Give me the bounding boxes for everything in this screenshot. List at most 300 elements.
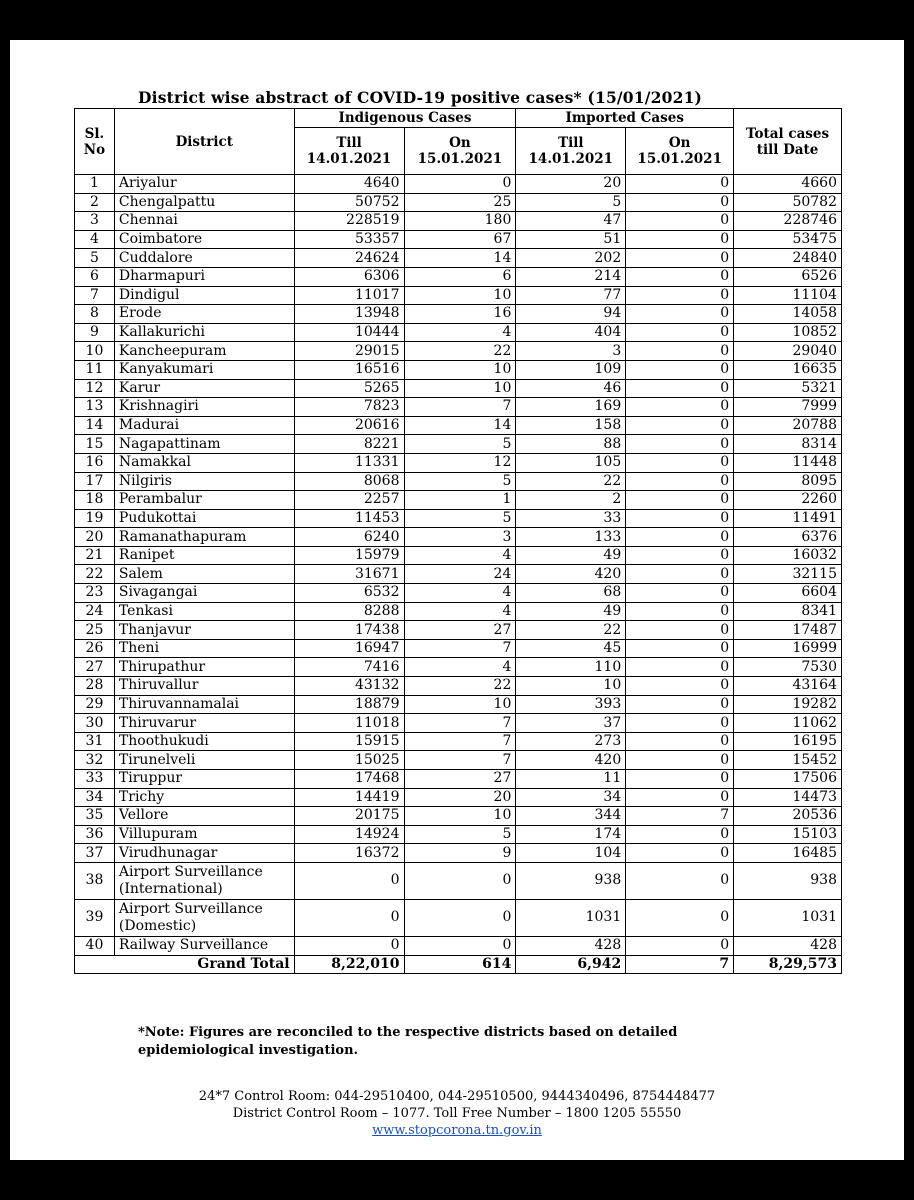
table-row (75, 286, 842, 305)
row-district: Krishnagiri (114, 398, 294, 417)
header-sl-no: Sl. No (75, 109, 115, 175)
row-indigenous-till: 14419 (294, 788, 404, 807)
row-indigenous-on: 22 (404, 677, 516, 696)
row-indigenous-till: 50752 (294, 193, 404, 212)
table-row (75, 862, 842, 899)
row-indigenous-on: 22 (404, 342, 516, 361)
table-row (75, 379, 842, 398)
row-total: 1031 (734, 899, 842, 936)
row-indigenous-till: 8068 (294, 472, 404, 491)
row-indigenous-till: 4640 (294, 175, 404, 194)
row-indigenous-on: 27 (404, 621, 516, 640)
row-total: 8341 (734, 602, 842, 621)
row-imported-on: 0 (626, 175, 734, 194)
row-imported-on: 0 (626, 788, 734, 807)
row-indigenous-till: 13948 (294, 305, 404, 324)
row-sl-no: 27 (75, 658, 115, 677)
row-imported-till: 51 (516, 230, 626, 249)
row-district: Thiruvannamalai (114, 695, 294, 714)
table-row (75, 267, 842, 286)
table-row (75, 435, 842, 454)
row-indigenous-till: 8221 (294, 435, 404, 454)
row-imported-on: 0 (626, 286, 734, 305)
row-imported-till: 214 (516, 267, 626, 286)
row-imported-on: 0 (626, 621, 734, 640)
table-row (75, 230, 842, 249)
row-indigenous-till: 228519 (294, 212, 404, 231)
row-indigenous-till: 16516 (294, 360, 404, 379)
row-sl-no: 4 (75, 230, 115, 249)
row-total: 19282 (734, 695, 842, 714)
row-district: Madurai (114, 416, 294, 435)
row-imported-till: 393 (516, 695, 626, 714)
row-indigenous-till: 24624 (294, 249, 404, 268)
row-sl-no: 1 (75, 175, 115, 194)
row-total: 24840 (734, 249, 842, 268)
header-imported-on: On 15.01.2021 (626, 128, 734, 175)
table-row (75, 788, 842, 807)
row-indigenous-on: 4 (404, 584, 516, 603)
row-sl-no: 36 (75, 825, 115, 844)
row-district: Nilgiris (114, 472, 294, 491)
row-imported-on: 0 (626, 453, 734, 472)
row-indigenous-till: 29015 (294, 342, 404, 361)
table-row (75, 621, 842, 640)
table-row (75, 305, 842, 324)
row-sl-no: 18 (75, 491, 115, 510)
row-imported-till: 22 (516, 621, 626, 640)
row-indigenous-till: 53357 (294, 230, 404, 249)
row-imported-till: 109 (516, 360, 626, 379)
row-indigenous-on: 5 (404, 509, 516, 528)
table-row (75, 509, 842, 528)
table-row (75, 732, 842, 751)
row-district: Tirunelveli (114, 751, 294, 770)
row-sl-no: 15 (75, 435, 115, 454)
row-imported-on: 0 (626, 360, 734, 379)
row-indigenous-on: 7 (404, 398, 516, 417)
row-imported-till: 88 (516, 435, 626, 454)
row-indigenous-till: 0 (294, 862, 404, 899)
row-district: Theni (114, 639, 294, 658)
grand-total-indigenous-till: 8,22,010 (294, 955, 404, 974)
row-indigenous-till: 0 (294, 899, 404, 936)
row-indigenous-till: 10444 (294, 323, 404, 342)
row-imported-till: 1031 (516, 899, 626, 936)
row-imported-on: 0 (626, 732, 734, 751)
row-indigenous-till: 20616 (294, 416, 404, 435)
grand-total-row (75, 955, 842, 974)
row-total: 43164 (734, 677, 842, 696)
table-row (75, 453, 842, 472)
row-sl-no: 2 (75, 193, 115, 212)
row-imported-till: 22 (516, 472, 626, 491)
table-row (75, 491, 842, 510)
grand-total-imported-till: 6,942 (516, 955, 626, 974)
row-sl-no: 8 (75, 305, 115, 324)
row-district: Kallakurichi (114, 323, 294, 342)
row-total: 6526 (734, 267, 842, 286)
row-total: 15103 (734, 825, 842, 844)
row-total: 6604 (734, 584, 842, 603)
row-imported-on: 0 (626, 509, 734, 528)
row-imported-till: 49 (516, 602, 626, 621)
table-row (75, 825, 842, 844)
row-total: 20788 (734, 416, 842, 435)
row-sl-no: 17 (75, 472, 115, 491)
row-imported-till: 104 (516, 844, 626, 863)
row-imported-till: 47 (516, 212, 626, 231)
row-district: Chengalpattu (114, 193, 294, 212)
grand-total-total: 8,29,573 (734, 955, 842, 974)
row-indigenous-on: 16 (404, 305, 516, 324)
row-sl-no: 16 (75, 453, 115, 472)
row-district: Nagapattinam (114, 435, 294, 454)
row-total: 4660 (734, 175, 842, 194)
table-row (75, 212, 842, 231)
row-imported-on: 0 (626, 491, 734, 510)
row-indigenous-till: 8288 (294, 602, 404, 621)
row-sl-no: 9 (75, 323, 115, 342)
row-indigenous-on: 4 (404, 602, 516, 621)
row-imported-on: 0 (626, 899, 734, 936)
row-indigenous-till: 5265 (294, 379, 404, 398)
row-total: 2260 (734, 491, 842, 510)
row-indigenous-on: 0 (404, 899, 516, 936)
row-indigenous-till: 6306 (294, 267, 404, 286)
header-indigenous: Indigenous Cases (294, 109, 516, 128)
table-body (75, 175, 842, 974)
row-imported-on: 0 (626, 435, 734, 454)
row-district: Salem (114, 565, 294, 584)
row-total: 20536 (734, 807, 842, 826)
row-sl-no: 30 (75, 714, 115, 733)
row-imported-till: 420 (516, 565, 626, 584)
row-imported-on: 0 (626, 230, 734, 249)
row-imported-on: 0 (626, 193, 734, 212)
row-district: Virudhunagar (114, 844, 294, 863)
row-sl-no: 33 (75, 770, 115, 789)
row-district: Dharmapuri (114, 267, 294, 286)
row-district: Villupuram (114, 825, 294, 844)
row-total: 14473 (734, 788, 842, 807)
row-imported-on: 0 (626, 825, 734, 844)
row-imported-till: 68 (516, 584, 626, 603)
row-total: 11104 (734, 286, 842, 305)
row-imported-till: 2 (516, 491, 626, 510)
row-indigenous-till: 0 (294, 936, 404, 955)
row-indigenous-till: 11453 (294, 509, 404, 528)
row-district: Thiruvallur (114, 677, 294, 696)
row-total: 16635 (734, 360, 842, 379)
row-indigenous-on: 10 (404, 379, 516, 398)
row-sl-no: 20 (75, 528, 115, 547)
row-district: Airport Surveillance (Domestic) (114, 899, 294, 936)
row-sl-no: 5 (75, 249, 115, 268)
row-sl-no: 28 (75, 677, 115, 696)
header-imported: Imported Cases (516, 109, 734, 128)
row-total: 16032 (734, 546, 842, 565)
row-total: 8314 (734, 435, 842, 454)
row-indigenous-till: 11331 (294, 453, 404, 472)
row-indigenous-till: 31671 (294, 565, 404, 584)
row-imported-on: 0 (626, 323, 734, 342)
row-indigenous-till: 7823 (294, 398, 404, 417)
row-total: 29040 (734, 342, 842, 361)
row-district: Dindigul (114, 286, 294, 305)
row-district: Kanyakumari (114, 360, 294, 379)
row-district: Thanjavur (114, 621, 294, 640)
row-imported-on: 0 (626, 416, 734, 435)
row-imported-till: 428 (516, 936, 626, 955)
row-sl-no: 26 (75, 639, 115, 658)
row-total: 228746 (734, 212, 842, 231)
control-room-numbers: 24*7 Control Room: 044-29510400, 044-29510500, 9444340496, 8754448477 (198, 1089, 716, 1104)
row-imported-till: 105 (516, 453, 626, 472)
row-imported-on: 0 (626, 342, 734, 361)
row-indigenous-till: 15915 (294, 732, 404, 751)
row-indigenous-till: 43132 (294, 677, 404, 696)
table-row (75, 695, 842, 714)
row-indigenous-on: 27 (404, 770, 516, 789)
row-sl-no: 19 (75, 509, 115, 528)
row-sl-no: 25 (75, 621, 115, 640)
row-imported-on: 0 (626, 862, 734, 899)
row-indigenous-till: 7416 (294, 658, 404, 677)
row-total: 6376 (734, 528, 842, 547)
row-district: Namakkal (114, 453, 294, 472)
row-imported-on: 0 (626, 584, 734, 603)
table-row (75, 175, 842, 194)
row-imported-on: 0 (626, 212, 734, 231)
row-imported-on: 0 (626, 546, 734, 565)
table-row (75, 677, 842, 696)
row-district: Tiruppur (114, 770, 294, 789)
row-imported-till: 174 (516, 825, 626, 844)
row-total: 7999 (734, 398, 842, 417)
footnote: *Note: Figures are reconciled to the respective districts based on detailed epidemiological investigation. (138, 1025, 678, 1058)
row-sl-no: 38 (75, 862, 115, 899)
row-indigenous-on: 7 (404, 714, 516, 733)
table-row (75, 899, 842, 936)
row-indigenous-till: 16372 (294, 844, 404, 863)
row-indigenous-on: 4 (404, 323, 516, 342)
row-sl-no: 11 (75, 360, 115, 379)
row-imported-till: 20 (516, 175, 626, 194)
row-indigenous-on: 5 (404, 435, 516, 454)
row-indigenous-till: 15025 (294, 751, 404, 770)
row-district: Kancheepuram (114, 342, 294, 361)
row-indigenous-till: 11017 (294, 286, 404, 305)
row-indigenous-till: 20175 (294, 807, 404, 826)
row-total: 32115 (734, 565, 842, 584)
row-imported-on: 0 (626, 472, 734, 491)
row-district: Ramanathapuram (114, 528, 294, 547)
district-control-room: District Control Room – 1077. Toll Free Number – 1800 1205 55550 (232, 1106, 682, 1121)
row-total: 16195 (734, 732, 842, 751)
row-district: Pudukottai (114, 509, 294, 528)
table-row (75, 807, 842, 826)
grand-total-label: Grand Total (75, 955, 295, 974)
grand-total-indigenous-on: 614 (404, 955, 516, 974)
row-district: Chennai (114, 212, 294, 231)
row-imported-till: 169 (516, 398, 626, 417)
row-district: Railway Surveillance (114, 936, 294, 955)
row-imported-on: 0 (626, 844, 734, 863)
row-imported-till: 5 (516, 193, 626, 212)
row-indigenous-on: 4 (404, 546, 516, 565)
row-indigenous-on: 180 (404, 212, 516, 231)
row-indigenous-on: 10 (404, 286, 516, 305)
footer (10, 1088, 904, 1139)
row-total: 428 (734, 936, 842, 955)
row-imported-on: 0 (626, 751, 734, 770)
row-imported-till: 110 (516, 658, 626, 677)
table-row (75, 546, 842, 565)
row-total: 11448 (734, 453, 842, 472)
row-total: 938 (734, 862, 842, 899)
row-indigenous-on: 5 (404, 472, 516, 491)
row-indigenous-on: 3 (404, 528, 516, 547)
row-sl-no: 14 (75, 416, 115, 435)
row-indigenous-till: 11018 (294, 714, 404, 733)
row-indigenous-on: 0 (404, 862, 516, 899)
row-total: 11491 (734, 509, 842, 528)
row-district: Thoothukudi (114, 732, 294, 751)
table-row (75, 528, 842, 547)
table-row (75, 844, 842, 863)
row-imported-till: 46 (516, 379, 626, 398)
row-imported-till: 10 (516, 677, 626, 696)
grand-total-imported-on: 7 (626, 955, 734, 974)
website-link[interactable]: www.stopcorona.tn.gov.in (372, 1123, 542, 1138)
row-sl-no: 6 (75, 267, 115, 286)
row-district: Trichy (114, 788, 294, 807)
table-row (75, 751, 842, 770)
table-row (75, 360, 842, 379)
row-imported-on: 0 (626, 267, 734, 286)
row-sl-no: 35 (75, 807, 115, 826)
row-imported-on: 0 (626, 602, 734, 621)
header-district: District (114, 109, 294, 175)
row-district: Ranipet (114, 546, 294, 565)
row-indigenous-till: 17438 (294, 621, 404, 640)
row-total: 11062 (734, 714, 842, 733)
row-district: Airport Surveillance (International) (114, 862, 294, 899)
row-indigenous-on: 0 (404, 936, 516, 955)
row-district: Sivagangai (114, 584, 294, 603)
table-row (75, 323, 842, 342)
table-row (75, 416, 842, 435)
row-imported-on: 0 (626, 379, 734, 398)
row-district: Cuddalore (114, 249, 294, 268)
header-indigenous-on: On 15.01.2021 (404, 128, 516, 175)
row-indigenous-till: 14924 (294, 825, 404, 844)
row-total: 16999 (734, 639, 842, 658)
table-row (75, 193, 842, 212)
row-sl-no: 24 (75, 602, 115, 621)
document-title: District wise abstract of COVID-19 positive cases* (15/01/2021) (138, 88, 703, 107)
row-indigenous-till: 2257 (294, 491, 404, 510)
row-total: 10852 (734, 323, 842, 342)
row-sl-no: 34 (75, 788, 115, 807)
table-row (75, 714, 842, 733)
row-indigenous-on: 0 (404, 175, 516, 194)
document-page (10, 40, 904, 1160)
row-imported-on: 0 (626, 565, 734, 584)
table-row (75, 584, 842, 603)
row-indigenous-on: 67 (404, 230, 516, 249)
row-district: Karur (114, 379, 294, 398)
row-imported-on: 0 (626, 639, 734, 658)
row-district: Thiruvarur (114, 714, 294, 733)
table-row (75, 472, 842, 491)
row-sl-no: 3 (75, 212, 115, 231)
row-sl-no: 40 (75, 936, 115, 955)
row-sl-no: 13 (75, 398, 115, 417)
row-district: Erode (114, 305, 294, 324)
row-imported-on: 7 (626, 807, 734, 826)
row-imported-on: 0 (626, 770, 734, 789)
row-sl-no: 39 (75, 899, 115, 936)
row-imported-till: 202 (516, 249, 626, 268)
header-imported-till: Till 14.01.2021 (516, 128, 626, 175)
row-total: 15452 (734, 751, 842, 770)
row-imported-on: 0 (626, 658, 734, 677)
row-imported-till: 49 (516, 546, 626, 565)
row-sl-no: 7 (75, 286, 115, 305)
table-row (75, 639, 842, 658)
row-indigenous-on: 24 (404, 565, 516, 584)
row-total: 17487 (734, 621, 842, 640)
row-district: Perambalur (114, 491, 294, 510)
header-indigenous-till: Till 14.01.2021 (294, 128, 404, 175)
row-sl-no: 32 (75, 751, 115, 770)
row-total: 14058 (734, 305, 842, 324)
row-imported-till: 133 (516, 528, 626, 547)
row-imported-till: 3 (516, 342, 626, 361)
row-imported-till: 33 (516, 509, 626, 528)
row-indigenous-till: 15979 (294, 546, 404, 565)
row-sl-no: 22 (75, 565, 115, 584)
row-imported-till: 420 (516, 751, 626, 770)
row-indigenous-on: 10 (404, 360, 516, 379)
row-indigenous-on: 4 (404, 658, 516, 677)
row-district: Coimbatore (114, 230, 294, 249)
row-imported-on: 0 (626, 398, 734, 417)
row-indigenous-till: 17468 (294, 770, 404, 789)
row-indigenous-till: 18879 (294, 695, 404, 714)
row-imported-till: 77 (516, 286, 626, 305)
covid-cases-table (74, 108, 842, 974)
table-row (75, 565, 842, 584)
row-indigenous-on: 7 (404, 639, 516, 658)
row-indigenous-on: 1 (404, 491, 516, 510)
row-sl-no: 23 (75, 584, 115, 603)
row-imported-till: 158 (516, 416, 626, 435)
row-imported-till: 94 (516, 305, 626, 324)
row-sl-no: 31 (75, 732, 115, 751)
row-indigenous-till: 6240 (294, 528, 404, 547)
row-indigenous-on: 5 (404, 825, 516, 844)
row-imported-on: 0 (626, 305, 734, 324)
row-imported-on: 0 (626, 528, 734, 547)
row-district: Ariyalur (114, 175, 294, 194)
row-imported-till: 938 (516, 862, 626, 899)
row-indigenous-till: 16947 (294, 639, 404, 658)
row-imported-till: 11 (516, 770, 626, 789)
row-indigenous-on: 10 (404, 807, 516, 826)
